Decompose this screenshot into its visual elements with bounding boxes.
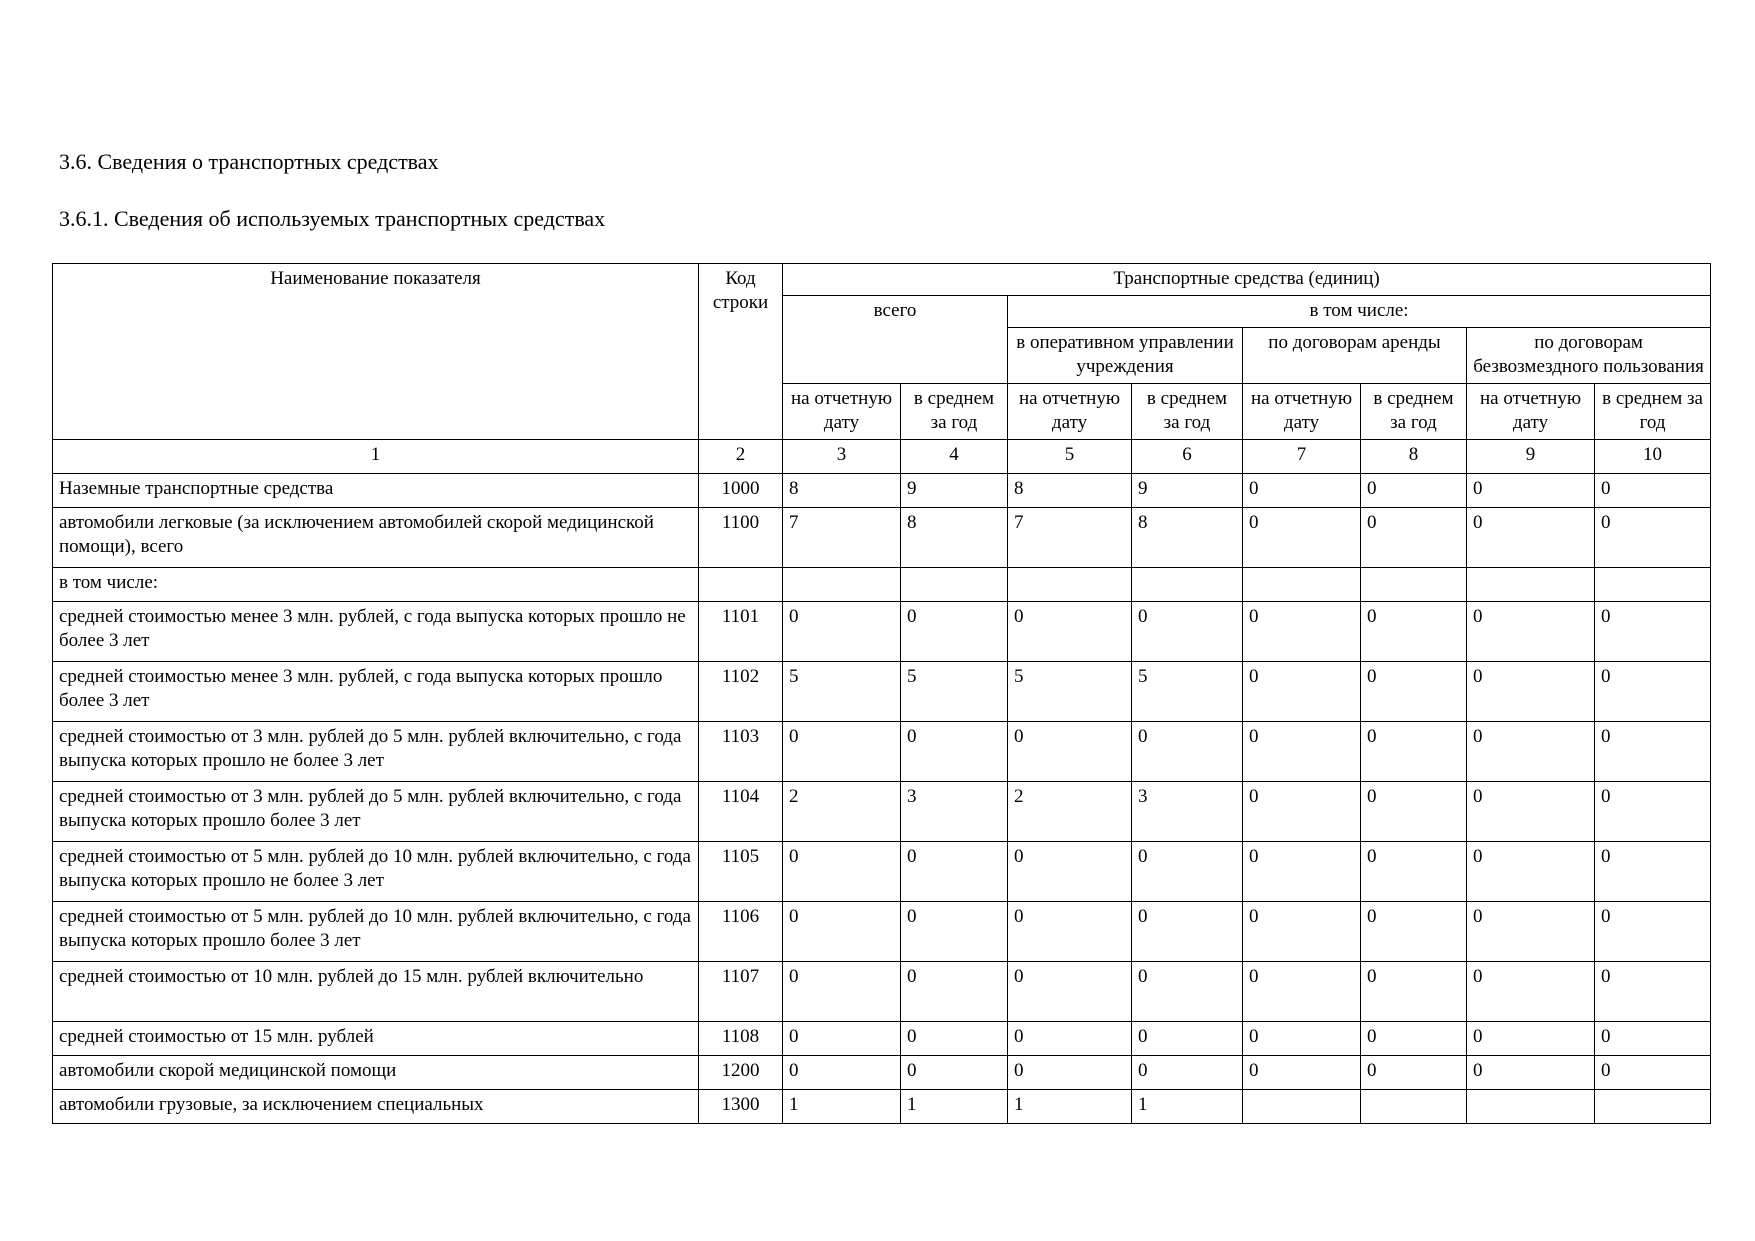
subheader-cell: в среднем за год — [1132, 384, 1243, 440]
row-name: средней стоимостью от 3 млн. рублей до 5 млн. рублей включительно, с года выпуска которых прошло более 3 лет — [53, 782, 699, 842]
value-cell: 1 — [901, 1090, 1008, 1124]
value-cell: 0 — [1595, 602, 1711, 662]
value-cell: 0 — [1361, 902, 1467, 962]
column-number: 10 — [1595, 440, 1711, 474]
row-name: автомобили скорой медицинской помощи — [53, 1056, 699, 1090]
value-cell: 0 — [1467, 474, 1595, 508]
value-cell — [1243, 1090, 1361, 1124]
value-cell: 0 — [783, 842, 901, 902]
value-cell — [1467, 568, 1595, 602]
subheader-cell: на отчетную дату — [1467, 384, 1595, 440]
value-cell: 0 — [1361, 782, 1467, 842]
row-name: средней стоимостью от 3 млн. рублей до 5 млн. рублей включительно, с года выпуска которых прошло не более 3 лет — [53, 722, 699, 782]
value-cell — [1595, 568, 1711, 602]
value-cell: 0 — [1008, 902, 1132, 962]
subheader-cell: в среднем за год — [1595, 384, 1711, 440]
value-cell: 0 — [901, 1056, 1008, 1090]
value-cell: 0 — [1361, 602, 1467, 662]
column-number: 1 — [53, 440, 699, 474]
column-number: 8 — [1361, 440, 1467, 474]
value-cell: 0 — [783, 902, 901, 962]
row-name: средней стоимостью от 5 млн. рублей до 10 млн. рублей включительно, с года выпуска которых прошло не более 3 лет — [53, 842, 699, 902]
row-name: средней стоимостью от 15 млн. рублей — [53, 1022, 699, 1056]
value-cell: 0 — [1008, 962, 1132, 1022]
table-row — [53, 902, 1711, 962]
value-cell: 0 — [1361, 722, 1467, 782]
value-cell: 3 — [1132, 782, 1243, 842]
value-cell: 1 — [1008, 1090, 1132, 1124]
value-cell: 0 — [1243, 662, 1361, 722]
value-cell: 0 — [1132, 722, 1243, 782]
value-cell: 2 — [783, 782, 901, 842]
value-cell: 0 — [1467, 602, 1595, 662]
value-cell: 0 — [1595, 842, 1711, 902]
value-cell: 8 — [1008, 474, 1132, 508]
table-row — [53, 474, 1711, 508]
table-row — [53, 568, 1711, 602]
value-cell: 0 — [1008, 1022, 1132, 1056]
row-name: средней стоимостью менее 3 млн. рублей, с года выпуска которых прошло более 3 лет — [53, 662, 699, 722]
value-cell: 0 — [901, 842, 1008, 902]
row-name: средней стоимостью от 5 млн. рублей до 10 млн. рублей включительно, с года выпуска которых прошло более 3 лет — [53, 902, 699, 962]
value-cell: 0 — [1467, 1056, 1595, 1090]
value-cell: 5 — [1008, 662, 1132, 722]
table-row — [53, 1022, 1711, 1056]
value-cell: 0 — [1595, 902, 1711, 962]
column-number: 7 — [1243, 440, 1361, 474]
value-cell: 5 — [901, 662, 1008, 722]
subsection-title: 3.6.1. Сведения об используемых транспортных средствах — [59, 206, 606, 231]
row-code: 1105 — [699, 842, 783, 902]
value-cell — [1361, 568, 1467, 602]
value-cell: 9 — [1132, 474, 1243, 508]
value-cell: 0 — [1243, 508, 1361, 568]
header-including: в том числе: — [1008, 296, 1711, 328]
value-cell: 0 — [1467, 1022, 1595, 1056]
row-code: 1104 — [699, 782, 783, 842]
value-cell: 0 — [783, 722, 901, 782]
column-number: 9 — [1467, 440, 1595, 474]
value-cell: 0 — [1595, 962, 1711, 1022]
value-cell: 0 — [1361, 1056, 1467, 1090]
value-cell: 0 — [1008, 602, 1132, 662]
value-cell: 0 — [1595, 1022, 1711, 1056]
value-cell — [1008, 568, 1132, 602]
header-code: Код строки — [699, 264, 783, 440]
value-cell: 5 — [783, 662, 901, 722]
value-cell: 7 — [1008, 508, 1132, 568]
row-name: средней стоимостью менее 3 млн. рублей, с года выпуска которых прошло не более 3 лет — [53, 602, 699, 662]
header-name: Наименование показателя — [53, 264, 699, 440]
value-cell: 0 — [1361, 662, 1467, 722]
value-cell: 0 — [1243, 962, 1361, 1022]
row-code: 1103 — [699, 722, 783, 782]
value-cell: 1 — [783, 1090, 901, 1124]
value-cell: 0 — [1243, 902, 1361, 962]
transport-table — [52, 263, 1711, 1124]
column-number: 5 — [1008, 440, 1132, 474]
value-cell — [783, 568, 901, 602]
row-code: 1100 — [699, 508, 783, 568]
row-code: 1200 — [699, 1056, 783, 1090]
value-cell: 0 — [1467, 782, 1595, 842]
value-cell: 0 — [783, 1056, 901, 1090]
value-cell: 0 — [1467, 508, 1595, 568]
value-cell — [1595, 1090, 1711, 1124]
header-group: Транспортные средства (единиц) — [783, 264, 1711, 296]
value-cell: 0 — [1132, 1056, 1243, 1090]
value-cell: 8 — [901, 508, 1008, 568]
row-name: средней стоимостью от 10 млн. рублей до 15 млн. рублей включительно — [53, 962, 699, 1022]
value-cell: 0 — [783, 962, 901, 1022]
value-cell: 0 — [1243, 722, 1361, 782]
row-code — [699, 568, 783, 602]
table-row — [53, 1056, 1711, 1090]
row-code: 1102 — [699, 662, 783, 722]
subheader-cell: на отчетную дату — [783, 384, 901, 440]
row-code: 1000 — [699, 474, 783, 508]
value-cell — [1243, 568, 1361, 602]
value-cell — [901, 568, 1008, 602]
value-cell: 0 — [1243, 474, 1361, 508]
value-cell — [1467, 1090, 1595, 1124]
row-code: 1101 — [699, 602, 783, 662]
value-cell: 7 — [783, 508, 901, 568]
header-operational: в оперативном управлении учреждения — [1008, 328, 1243, 384]
value-cell: 1 — [1132, 1090, 1243, 1124]
table-row — [53, 722, 1711, 782]
value-cell: 0 — [901, 1022, 1008, 1056]
value-cell: 5 — [1132, 662, 1243, 722]
value-cell — [1361, 1090, 1467, 1124]
value-cell: 0 — [901, 902, 1008, 962]
value-cell: 0 — [1132, 962, 1243, 1022]
value-cell: 0 — [1243, 602, 1361, 662]
value-cell: 0 — [1595, 508, 1711, 568]
value-cell: 8 — [783, 474, 901, 508]
value-cell: 0 — [1361, 842, 1467, 902]
value-cell: 0 — [901, 722, 1008, 782]
subheader-cell: на отчетную дату — [1243, 384, 1361, 440]
row-name: автомобили грузовые, за исключением специальных — [53, 1090, 699, 1124]
value-cell: 9 — [901, 474, 1008, 508]
table-row — [53, 602, 1711, 662]
section-title: 3.6. Сведения о транспортных средствах — [59, 149, 439, 174]
row-code: 1106 — [699, 902, 783, 962]
value-cell: 0 — [1595, 1056, 1711, 1090]
value-cell: 0 — [1361, 474, 1467, 508]
value-cell: 0 — [1467, 842, 1595, 902]
value-cell: 0 — [1132, 1022, 1243, 1056]
column-number: 2 — [699, 440, 783, 474]
value-cell: 0 — [1467, 662, 1595, 722]
subheader-cell: в среднем за год — [1361, 384, 1467, 440]
value-cell: 0 — [1243, 842, 1361, 902]
value-cell: 3 — [901, 782, 1008, 842]
value-cell: 0 — [1132, 902, 1243, 962]
value-cell: 0 — [1361, 962, 1467, 1022]
value-cell: 8 — [1132, 508, 1243, 568]
table-row — [53, 1090, 1711, 1124]
table-row — [53, 662, 1711, 722]
value-cell: 0 — [1595, 782, 1711, 842]
value-cell: 0 — [1008, 842, 1132, 902]
value-cell: 0 — [1243, 1056, 1361, 1090]
value-cell: 0 — [901, 602, 1008, 662]
value-cell: 2 — [1008, 782, 1132, 842]
value-cell: 0 — [783, 602, 901, 662]
row-name: автомобили легковые (за исключением автомобилей скорой медицинской помощи), всего — [53, 508, 699, 568]
subheader-cell: в среднем за год — [901, 384, 1008, 440]
value-cell: 0 — [1243, 1022, 1361, 1056]
subheader-cell: на отчетную дату — [1008, 384, 1132, 440]
value-cell — [1132, 568, 1243, 602]
table-row — [53, 782, 1711, 842]
value-cell: 0 — [1595, 722, 1711, 782]
value-cell: 0 — [1008, 1056, 1132, 1090]
value-cell: 0 — [1132, 842, 1243, 902]
row-code: 1300 — [699, 1090, 783, 1124]
column-number: 6 — [1132, 440, 1243, 474]
value-cell: 0 — [1132, 602, 1243, 662]
row-code: 1108 — [699, 1022, 783, 1056]
value-cell: 0 — [1008, 722, 1132, 782]
column-number: 4 — [901, 440, 1008, 474]
header-free-use: по договорам безвозмездного пользования — [1467, 328, 1711, 384]
value-cell: 0 — [1361, 508, 1467, 568]
header-lease: по договорам аренды — [1243, 328, 1467, 384]
value-cell: 0 — [783, 1022, 901, 1056]
column-number: 3 — [783, 440, 901, 474]
table-row — [53, 962, 1711, 1022]
value-cell: 0 — [1467, 722, 1595, 782]
value-cell: 0 — [1243, 782, 1361, 842]
row-name: в том числе: — [53, 568, 699, 602]
value-cell: 0 — [1595, 474, 1711, 508]
header-total: всего — [783, 296, 1008, 384]
row-code: 1107 — [699, 962, 783, 1022]
value-cell: 0 — [1467, 902, 1595, 962]
value-cell: 0 — [1361, 1022, 1467, 1056]
table-row — [53, 842, 1711, 902]
table-row — [53, 508, 1711, 568]
value-cell: 0 — [901, 962, 1008, 1022]
value-cell: 0 — [1467, 962, 1595, 1022]
row-name: Наземные транспортные средства — [53, 474, 699, 508]
value-cell: 0 — [1595, 662, 1711, 722]
column-numbers-row — [53, 440, 1711, 474]
